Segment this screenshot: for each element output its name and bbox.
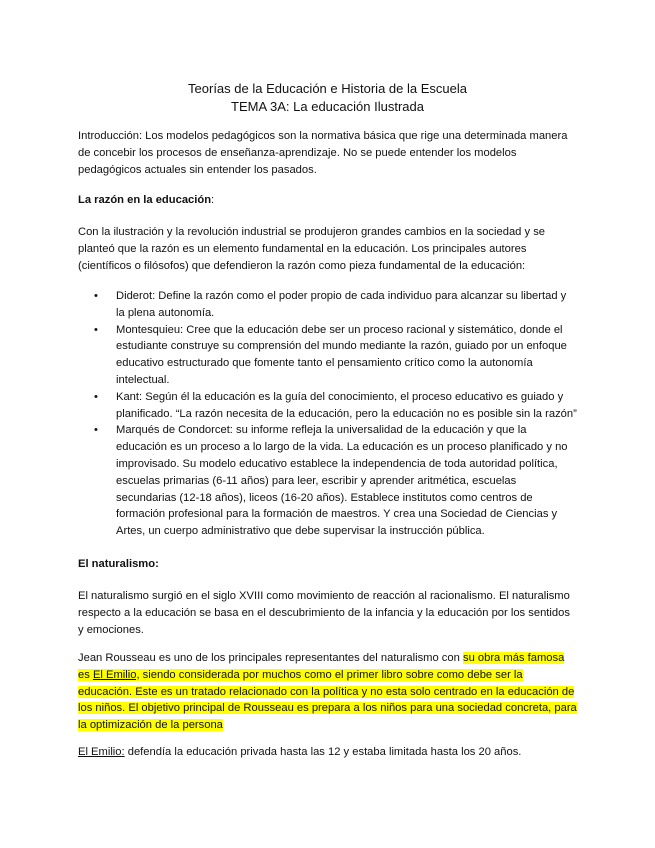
list-item	[78, 389, 578, 423]
section-heading-razon	[78, 192, 578, 209]
naturalismo-paragraph: El naturalismo surgió en el siglo XVIII como movimiento de reacción al racionalismo. El naturalismo respecto a la educación se basa en el descubrimiento de la infancia y la educación por los sentidos y emociones.	[78, 590, 570, 636]
document-title: Teorías de la Educación e Historia de la Escuela	[188, 81, 467, 96]
list-item-text: Montesquieu: Cree que la educación debe ser un proceso racional y sistemático, donde el estudiante construye su comprensión del mundo mediante la razón, guiado por un enfoque educativo estructurado que fomente tanto el pensamiento crítico como la autonomía intelectual.	[116, 323, 567, 386]
highlighted-text: su obra más famosa es	[78, 652, 565, 681]
razon-paragraph: Con la ilustración y la revolución industrial se produjeron grandes cambios en la sociedad y se planteó que la razón es un elemento fundamental en la educación. Los principales autores (científicos o filósofos) que defendieron la razón como pieza fundamental de la educación:	[78, 226, 546, 272]
highlighted-text: , siendo considerada por muchos como el primer libro sobre como debe ser la educación. Este es un tratado relacionado con la política y no esta solo centrado en la educación de los niños. El objetivo principal de Rousseau es prepara a los niños para una sociedad concreta, para la optimización de la persona	[78, 668, 577, 732]
bullet-icon: •	[94, 290, 98, 302]
authors-list	[78, 288, 578, 540]
section-heading-naturalismo: El naturalismo:	[78, 558, 159, 570]
intro-paragraph: Introducción: Los modelos pedagógicos son la normativa básica que rige una determinada manera de concebir los procesos de enseñanza-aprendizaje. No se puede entender los modelos pedagógicos actuales sin entender los pasados.	[78, 130, 568, 176]
rousseau-text: Jean Rousseau es uno de los principales representantes del naturalismo con	[78, 652, 463, 664]
list-item	[78, 288, 578, 322]
document-subtitle: TEMA 3A: La educación Ilustrada	[231, 99, 424, 114]
list-item-text: Kant: Según él la educación es la guía del conocimiento, el proceso educativo es guiado y planificado. “La razón necesita de la educación, pero la educación no es posible sin la razón”	[116, 390, 577, 420]
bullet-icon: •	[94, 323, 98, 336]
section-heading-razon-text: La razón en la educación	[78, 194, 212, 206]
list-item-text: Diderot: Define la razón como el poder propio de cada individuo para alcanzar su libertad y la plena autonomía.	[116, 290, 567, 319]
bullet-icon: •	[94, 424, 98, 437]
rousseau-paragraph	[78, 650, 578, 734]
list-item-text: Marqués de Condorcet: su informe refleja la universalidad de la educación y que la educación es un proceso a lo largo de la vida. La educación es un proceso planificado y no improvisado. Su modelo educativo establece la independencia de toda autoridad política, escuelas primarias (6-11 años) para leer, escribir y aprender aritmética, escuelas secundarias (12-18 años), liceos (16-20 años). Establece institutos como centros de formación profesional para la formación de maestros. Y crea una Sociedad de Ciencias y Artes, un cuerpo administrativo que debe supervisar la instrucción pública.	[116, 424, 568, 538]
bullet-icon: •	[94, 390, 98, 403]
list-item	[78, 322, 578, 389]
el-emilio-reference: El Emilio	[92, 668, 137, 681]
section-heading-razon-colon: :	[211, 194, 215, 206]
emilio-paragraph	[78, 744, 578, 761]
document-header	[0, 80, 655, 116]
list-item	[78, 422, 578, 540]
emilio-text: defendía la educación privada hasta las 12 y estaba limitada hasta los 20 años.	[124, 746, 522, 758]
emilio-label: El Emilio:	[78, 746, 125, 758]
